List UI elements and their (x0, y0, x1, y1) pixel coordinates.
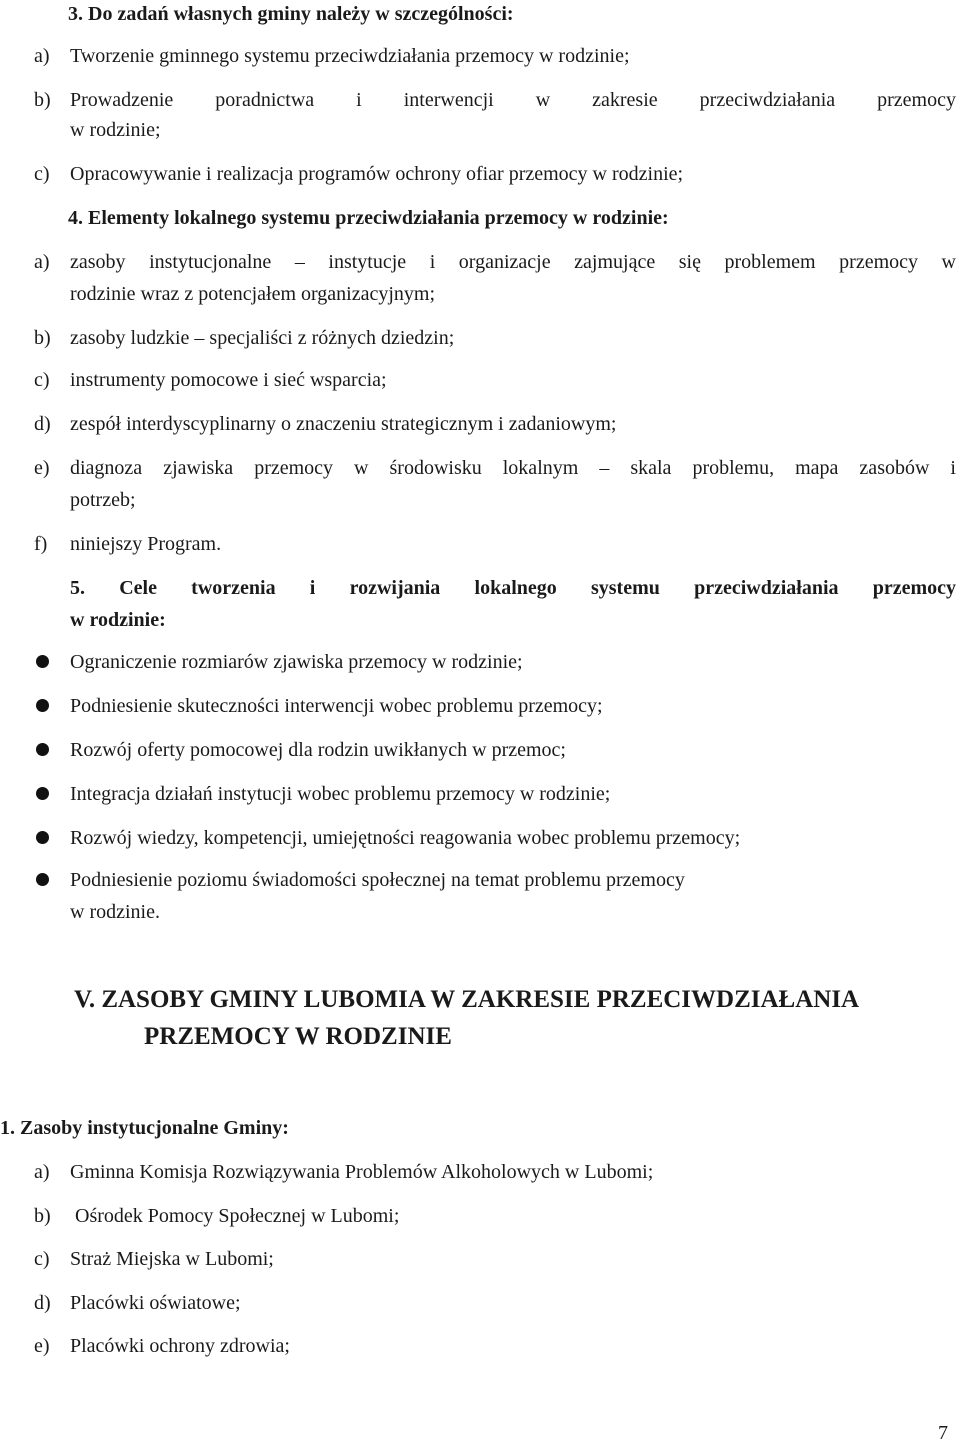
bullet-text: Integracja działań instytucji wobec problemu przemocy w rodzinie; (70, 783, 611, 805)
item-label: a) (34, 1161, 50, 1183)
section3-heading: 3. Do zadań własnych gminy należy w szczególności: (68, 3, 514, 25)
section3-item-b (0, 86, 960, 114)
item-text: Ośrodek Pomocy Społecznej w Lubomi; (70, 1205, 400, 1227)
section4-heading: 4. Elementy lokalnego systemu przeciwdziałania przemocy w rodzinie: (68, 207, 669, 229)
item-label: c) (34, 369, 50, 391)
section4-item-c (0, 366, 960, 394)
item-label: d) (34, 1292, 51, 1314)
item-label: c) (34, 163, 50, 185)
item-label: a) (34, 251, 50, 273)
item-label: b) (34, 327, 51, 349)
resources-item-e (0, 1332, 960, 1360)
section5-heading-continuation: w rodzinie: (70, 609, 166, 631)
resources-item-b (0, 1202, 960, 1230)
bullet-icon (36, 699, 49, 712)
item-text: zespół interdyscyplinarny o znaczeniu strategicznym i zadaniowym; (70, 413, 617, 435)
item-text: zasoby ludzkie – specjaliści z różnych dziedzin; (70, 327, 455, 349)
item-label: d) (34, 413, 51, 435)
chapter-heading-line2: PRZEMOCY W RODZINIE (144, 1023, 452, 1050)
item-label: f) (34, 533, 48, 555)
item-label: e) (34, 457, 50, 479)
item-text: Prowadzenie poradnictwa i interwencji w zakresie przeciwdziałania przemocy (70, 89, 956, 111)
section3-item-c (0, 160, 960, 188)
item-text: instrumenty pomocowe i sieć wsparcia; (70, 369, 387, 391)
page-number: 7 (938, 1422, 948, 1444)
item-text: zasoby instytucjonalne – instytucje i organizacje zajmujące się problemem przemocy w (70, 251, 956, 273)
item-text-continuation: w rodzinie; (70, 119, 161, 141)
section4-item-a (0, 248, 960, 276)
section5-bullet-2 (0, 692, 960, 720)
bullet-icon (36, 655, 49, 668)
resources-item-c (0, 1245, 960, 1273)
section3-item-a (0, 42, 960, 70)
item-label: c) (34, 1248, 50, 1270)
bullet-text: Rozwój oferty pomocowej dla rodzin uwikłanych w przemoc; (70, 739, 566, 761)
section4-item-e (0, 454, 960, 482)
item-label: b) (34, 1205, 51, 1227)
chapter-heading-line1: V. ZASOBY GMINY LUBOMIA W ZAKRESIE PRZECIWDZIAŁANIA (74, 986, 860, 1013)
resources-item-a (0, 1158, 960, 1186)
section5-heading-text: 5. Cele tworzenia i rozwijania lokalnego systemu przeciwdziałania przemocy (70, 577, 956, 599)
section4-item-f (0, 530, 960, 558)
item-text: Placówki oświatowe; (70, 1292, 241, 1314)
item-text: Tworzenie gminnego systemu przeciwdziałania przemocy w rodzinie; (70, 45, 630, 67)
item-text-continuation: potrzeb; (70, 489, 136, 511)
section5-heading (0, 574, 960, 602)
item-text: diagnoza zjawiska przemocy w środowisku lokalnym – skala problemu, mapa zasobów i (70, 457, 956, 479)
bullet-icon (36, 787, 49, 800)
resources-item-d (0, 1289, 960, 1317)
item-label: a) (34, 45, 50, 67)
bullet-icon (36, 743, 49, 756)
bullet-text: Podniesienie skuteczności interwencji wobec problemu przemocy; (70, 695, 603, 717)
item-text: Placówki ochrony zdrowia; (70, 1335, 290, 1357)
section5-bullet-6 (0, 866, 960, 894)
bullet-icon (36, 831, 49, 844)
section5-bullet-5 (0, 824, 960, 852)
resources-heading: 1. Zasoby instytucjonalne Gminy: (0, 1117, 289, 1139)
section5-bullet-1 (0, 648, 960, 676)
section5-bullet-4 (0, 780, 960, 808)
section4-item-d (0, 410, 960, 438)
bullet-text-continuation: w rodzinie. (70, 901, 160, 923)
item-text: Straż Miejska w Lubomi; (70, 1248, 274, 1270)
bullet-text: Rozwój wiedzy, kompetencji, umiejętności reagowania wobec problemu przemocy; (70, 827, 741, 849)
bullet-icon (36, 873, 49, 886)
item-text: Opracowywanie i realizacja programów ochrony ofiar przemocy w rodzinie; (70, 163, 684, 185)
item-label: e) (34, 1335, 50, 1357)
section4-item-b (0, 324, 960, 352)
item-text: niniejszy Program. (70, 533, 222, 555)
section5-bullet-3 (0, 736, 960, 764)
item-text-continuation: rodzinie wraz z potencjałem organizacyjnym; (70, 283, 436, 305)
item-label: b) (34, 89, 51, 111)
item-text: Gminna Komisja Rozwiązywania Problemów Alkoholowych w Lubomi; (70, 1161, 654, 1183)
bullet-text: Podniesienie poziomu świadomości społecznej na temat problemu przemocy (70, 869, 685, 891)
bullet-text: Ograniczenie rozmiarów zjawiska przemocy w rodzinie; (70, 651, 523, 673)
